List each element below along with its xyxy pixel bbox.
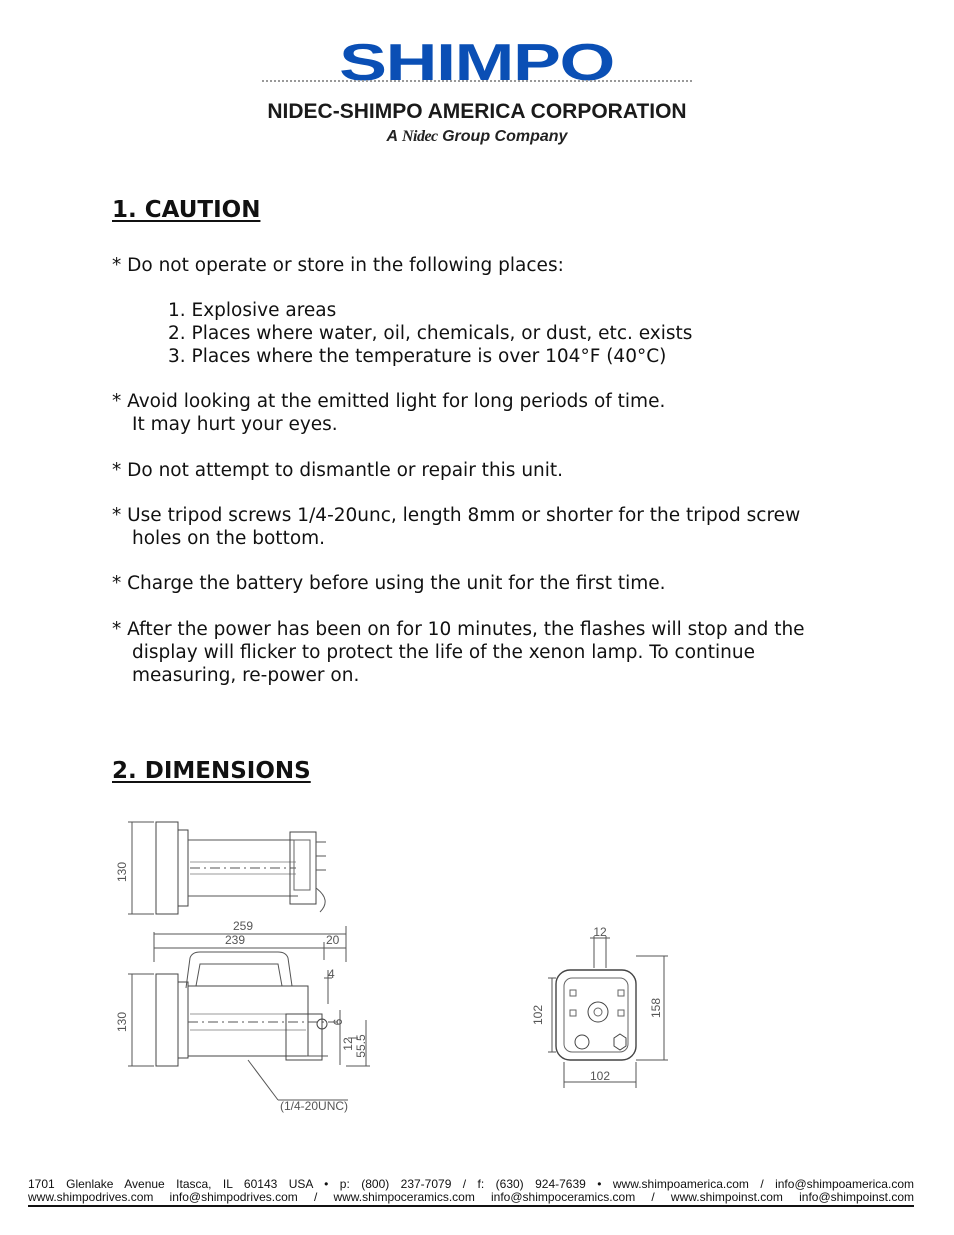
caution-list-item: 1. Explosive areas [168,300,337,321]
footer-rule [28,1205,914,1207]
logo-text: SHIMPO [339,34,615,92]
caution-heading: 1. CAUTION [112,197,261,223]
dim-overall-length: 259 [232,919,254,933]
caution-line: * Do not operate or store in the following places: [112,255,564,276]
caution-line: * Avoid looking at the emitted light for long periods of time. [112,391,666,412]
dim-front-width: 102 [589,1069,611,1083]
caution-line: * Charge the battery before using the unit for the first time. [112,573,666,594]
caution-list-item: 3. Places where the temperature is over 104°F (40°C) [168,346,667,367]
group-suffix: Group Company [442,128,568,145]
group-company-tagline [0,128,954,146]
footer-address-line: 1701 Glenlake Avenue Itasca, IL 60143 USA • p: (800) 237-7079 / f: (630) 924-7639 • www.shimpoamerica.com / info@shimpoamerica.com [28,1177,914,1191]
dim-screw-b: 12 [341,1037,355,1051]
caution-line: measuring, re-power on. [132,665,360,686]
footer-websites-line: www.shimpodrives.com info@shimpodrives.com / www.shimpoceramics.com info@shimpoceramics.com / www.shimpoinst.com info@shimpoinst.com [28,1190,914,1204]
dim-small-gap: 4 [328,967,335,981]
group-prefix: A [386,128,398,145]
header-dotted-divider [262,80,692,82]
caution-line: display will flicker to protect the life of the xenon lamp. To continue [132,642,756,663]
dim-front-inner-height: 102 [531,1004,545,1026]
dim-side-height: 130 [115,1011,129,1033]
dim-front-outer-height: 158 [649,997,663,1019]
corporation-name: NIDEC-SHIMPO AMERICA CORPORATION [267,100,687,123]
caution-list-item: 2. Places where water, oil, chemicals, or dust, etc. exists [168,323,693,344]
dim-screw-a: 6 [331,1018,345,1026]
dim-front-top: 12 [593,925,607,939]
dim-screw-offset: 55.5 [354,1034,368,1058]
dimension-drawing [110,810,690,1120]
top-view-drawing [128,822,326,914]
caution-line: It may hurt your eyes. [132,414,338,435]
dim-top-height: 130 [115,861,129,883]
dim-body-length: 239 [224,933,246,947]
caution-line: * After the power has been on for 10 minutes, the flashes will stop and the [112,619,805,640]
caution-line: * Do not attempt to dismantle or repair this unit. [112,460,564,481]
nidec-brand: Nidec [401,128,438,145]
caution-line: holes on the bottom. [132,528,326,549]
caution-line: * Use tripod screws 1/4-20unc, length 8mm or shorter for the tripod screw [112,505,801,526]
dim-end-offset: 20 [326,933,340,947]
dimensions-heading: 2. DIMENSIONS [112,758,311,784]
dim-screw-spec: (1/4-20UNC) [280,1099,349,1113]
